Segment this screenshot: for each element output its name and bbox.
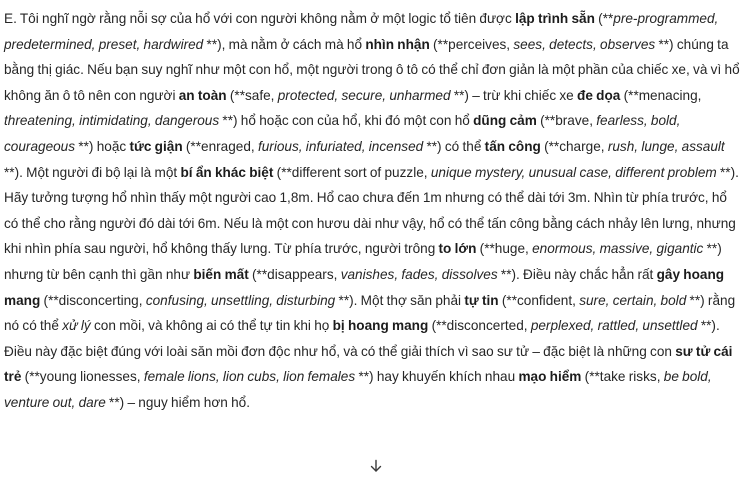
- text-run: (**disconcerting,: [40, 292, 146, 308]
- text-run: (**perceives,: [429, 36, 514, 52]
- text-run: **) rằng nó có thể: [4, 292, 736, 334]
- text-run: (**: [594, 11, 614, 26]
- text-run: con mồi, và không ai có thể tự tin khi họ: [90, 318, 333, 334]
- text-run: **) có thể: [423, 138, 485, 154]
- text-run: (**safe,: [226, 87, 278, 103]
- synonyms-italic: unique mystery, unusual case, different problem: [430, 164, 717, 180]
- keyword-bold: tự tin: [464, 292, 499, 308]
- text-run: **) hay khuyến khích nhau: [355, 369, 519, 385]
- text-run: **). Một người đi bộ lại là một: [4, 164, 181, 180]
- keyword-bold: tấn công: [484, 138, 541, 154]
- text-run: (**disappears,: [248, 266, 341, 282]
- text-run: (**different sort of puzzle,: [273, 164, 431, 180]
- text-run: (**menacing,: [620, 87, 702, 103]
- text-run: **). Điều này đặc biệt đúng với loài săn mồi đơn độc như hổ, và có thể giải thích vì sao sư tử – đặc biệt là những con: [4, 318, 720, 359]
- text-run: **) nhưng từ bên cạnh thì gần như: [4, 241, 722, 282]
- text-run: (**confident,: [498, 292, 580, 308]
- keyword-bold: mạo hiểm: [518, 369, 582, 385]
- synonyms-italic: sure, certain, bold: [579, 292, 687, 308]
- synonyms-italic: rush, lunge, assault: [607, 138, 725, 154]
- keyword-bold: sư tử cái trẻ: [4, 343, 733, 385]
- synonyms-italic: vanishes, fades, dissolves: [340, 266, 498, 282]
- keyword-bold: an toàn: [178, 87, 227, 103]
- text-run: **). Hãy tưởng tượng hổ nhìn thấy một người cao 1,8m. Hổ cao chưa đến 1m nhưng có thể dài tới 3m. Nhìn từ phía trước, hổ có thể cho rằng người đó dài tới 6m. Nếu là một con hươu dài như vậy, hổ có thể tấn công bằng cách nhảy lên lưng, nhưng khi nhìn phía sau người, hổ không thấy lưng. Từ phía trước, người trông: [4, 164, 739, 257]
- text-run: (**take risks,: [581, 369, 664, 385]
- keyword-bold: dũng cảm: [473, 113, 537, 129]
- synonyms-italic: perplexed, rattled, unsettled: [530, 318, 698, 334]
- keyword-bold: bí ẩn khác biệt: [180, 164, 274, 180]
- synonyms-italic: enormous, massive, gigantic: [532, 241, 704, 257]
- text-run: **), mà nằm ở cách mà hổ: [203, 36, 366, 52]
- text-run: (**young lionesses,: [21, 369, 144, 385]
- text-run: (**huge,: [476, 241, 533, 257]
- text-run: **) – nguy hiểm hơn hổ.: [105, 394, 250, 410]
- paragraph-e: [4, 6, 742, 416]
- scroll-to-bottom-button[interactable]: [367, 456, 385, 476]
- synonyms-italic: protected, secure, unharmed: [277, 87, 451, 103]
- synonyms-italic: pre-programmed, predetermined, preset, hardwired: [4, 11, 719, 52]
- text-run: E. Tôi nghĩ ngờ rằng nỗi sợ của hổ với con người không nằm ở một logic tổ tiên được: [4, 11, 516, 26]
- keyword-bold: gây hoang mang: [4, 266, 725, 308]
- synonyms-italic: be bold, venture out, dare: [4, 369, 712, 410]
- text-run: **) hoặc: [75, 138, 130, 154]
- synonyms-italic: xử lý: [62, 318, 91, 334]
- text-run: **). Một thợ săn phải: [335, 292, 465, 308]
- text-run: **) chúng ta bằng thị giác. Nếu bạn suy nghĩ như một con hổ, một người trong ô tô có thể chỉ đơn giản là một phần của chiếc xe, và vì hổ không ăn ô tô nên con người: [4, 36, 740, 103]
- arrow-down-icon: [369, 459, 383, 473]
- synonyms-italic: sees, detects, observes: [513, 36, 656, 52]
- keyword-bold: đe dọa: [577, 87, 621, 103]
- text-run: **) hổ hoặc con của hổ, khi đó một con hổ: [219, 113, 474, 129]
- keyword-bold: to lớn: [438, 241, 477, 257]
- synonyms-italic: female lions, lion cubs, lion females: [143, 369, 356, 385]
- text-run: (**disconcerted,: [428, 318, 531, 334]
- keyword-bold: lập trình sẵn: [515, 11, 595, 26]
- text-run: (**charge,: [540, 138, 608, 154]
- synonyms-italic: threatening, intimidating, dangerous: [4, 113, 220, 129]
- text-run: **) – trừ khi chiếc xe: [450, 87, 578, 103]
- keyword-bold: bị hoang mang: [332, 318, 429, 334]
- synonyms-italic: confusing, unsettling, disturbing: [145, 292, 336, 308]
- keyword-bold: nhìn nhận: [365, 36, 430, 52]
- synonyms-italic: fearless, bold, courageous: [4, 113, 681, 154]
- text-run: **). Điều này chắc hẳn rất: [497, 266, 657, 282]
- keyword-bold: biến mất: [193, 266, 249, 282]
- synonyms-italic: furious, infuriated, incensed: [257, 138, 424, 154]
- keyword-bold: tức giận: [129, 138, 183, 154]
- text-run: (**brave,: [536, 113, 597, 129]
- text-run: (**enraged,: [182, 138, 258, 154]
